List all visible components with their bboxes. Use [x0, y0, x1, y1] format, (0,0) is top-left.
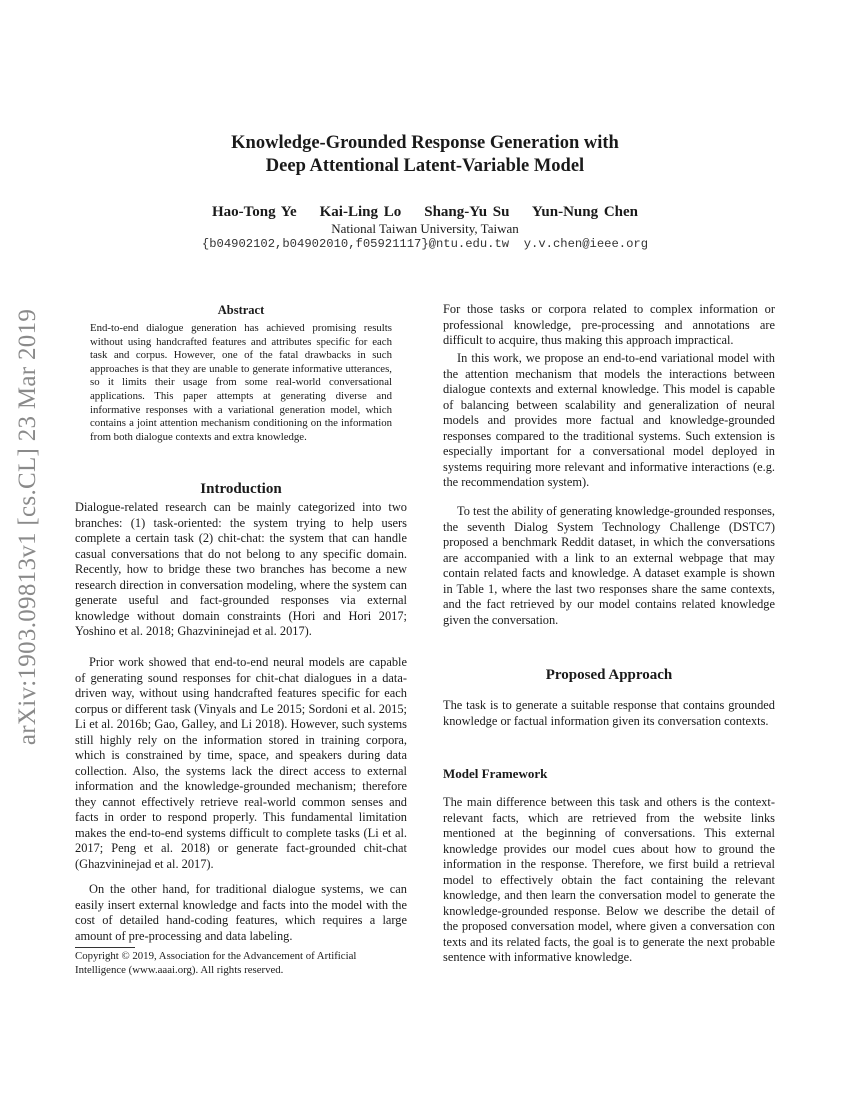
title-line-2: Deep Attentional Latent-Variable Model: [265, 156, 585, 176]
arxiv-id: arXiv:1903.09813v1 [cs.CL] 23 Mar 2019: [14, 308, 41, 746]
approach-paragraph-1: The task is to generate a suitable response that contains grounded knowledge or factual information given its conversation contexts.: [443, 698, 775, 728]
abstract-heading: Abstract: [217, 303, 265, 317]
introduction-heading: Introduction: [200, 481, 282, 497]
authors: Hao-Tong Ye Kai-Ling Lo Shang-Yu Su Yun-Nung Chen: [211, 204, 639, 220]
intro-paragraph-4: For those tasks or corpora related to complex information or professional knowledge, pre-processing and annotations are difficult to acquire, thus making this approach impractical.: [443, 302, 775, 347]
arxiv-stamp: [6, 292, 50, 762]
intro-paragraph-6: To test the ability of generating knowledge-grounded responses, the seventh Dialog System Technology Challenge (DSTC7) proposed a benchmark Reddit dataset, in which the conversations are accompanied with a link to an external webpage that may contain related facts and knowledge. A dataset example is shown in Table 1, where the last two responses share the same contexts, and the fact retrieved by our model contains related knowledge given the conversation.: [443, 504, 775, 627]
footnote-rule: [75, 947, 135, 948]
intro-paragraph-2: Prior work showed that end-to-end neural models are capable of generating sound responses for chit-chat dialogues in a data-driven way, without using handcrafted features specific for each corpus or different task (Vinyals and Le 2015; Sordoni et al. 2015; Li et al. 2016b; Gao, Galley, and Li 2018). However, such systems still highly rely on the information stored in training corpora, which is constrained by time, space, and speakers during data collection. Also, the systems lack the direct access to external information and the knowledge-grounded mechanism; therefore they cannot effectively retrieve real-world common senses and facts in order to respond properly. This fundamental limitation makes the end-to-end systems difficult to complete tasks (Li et al. 2017; Peng et al. 2018) or generate fact-grounded chit-chat (Ghazvininejad et al. 2017).: [75, 655, 407, 871]
title-line-1: Knowledge-Grounded Response Generation with: [231, 133, 619, 153]
intro-paragraph-3: On the other hand, for traditional dialogue systems, we can easily insert external knowledge and facts into the model with the cost of detailed hand-coding features, which requires a large amount of pre-processing and data labeling.: [75, 882, 407, 943]
approach-paragraph-2: The main difference between this task and others is the context-relevant facts, which are retrieved from the website links mentioned at the beginning of conversations. This external knowledge provides our model cues about how to ground the information in the response. Therefore, we first build a retrieval model to effectively obtain the fact containing the relevant knowledge, and then learn the conversation model to generate the knowledge-grounded response. Below we describe the detail of the proposed conversation model, where given a conversation con texts and its related facts, the goal is to generate the next probable sentence with informative knowledge.: [443, 795, 775, 964]
affiliation: National Taiwan University, Taiwan: [331, 221, 519, 236]
copyright-footnote: Copyright © 2019, Association for the Advancement of Artificial Intelligence (www.aaai.org). All rights reserved.: [75, 950, 357, 976]
approach-heading: Proposed Approach: [545, 667, 673, 683]
intro-paragraph-5: In this work, we propose an end-to-end variational model with the attention mechanism that models the interactions between dialogue contexts and external knowledge. This model is capable of balancing between scalability and generalization of neural models and provides more factual and knowledge-grounded responses compared to the traditional systems. Such extension is especially important for a conversational model deployed in systems requiring more relevant and informative interactions (e.g. the recommendation system).: [443, 351, 775, 489]
model-framework-heading: Model Framework: [443, 766, 548, 781]
abstract-text: End-to-end dialogue generation has achieved promising results without using handcrafted features and attributes specific for each task and corpus. However, one of the fatal drawbacks in such approaches is that they are unable to generate informative utterances, so it limits their usage from some real-world conversational applications. This paper attempts at generating diverse and informative responses with a variational generation model, which contains a joint attention mechanism conditioning on the information from both dialogue contexts and extra knowledge.: [90, 322, 392, 443]
emails: {b04902102,b04902010,f05921117}@ntu.edu.tw y.v.chen@ieee.org: [201, 237, 649, 251]
paper-title: [100, 132, 750, 178]
intro-paragraph-1: Dialogue-related research can be mainly categorized into two branches: (1) task-oriented: the system trying to help users complete a certain task (2) chit-chat: the system that can handle casual conversations that do not belong to any specific domain. Recently, how to bridge these two branches has become a new research direction in conversation modeling, where the system can generate useful and fact-grounded responses via external knowledge without domain constraints (Hori and Hori 2017; Yoshino et al. 2018; Ghazvininejad et al. 2017).: [75, 500, 407, 638]
